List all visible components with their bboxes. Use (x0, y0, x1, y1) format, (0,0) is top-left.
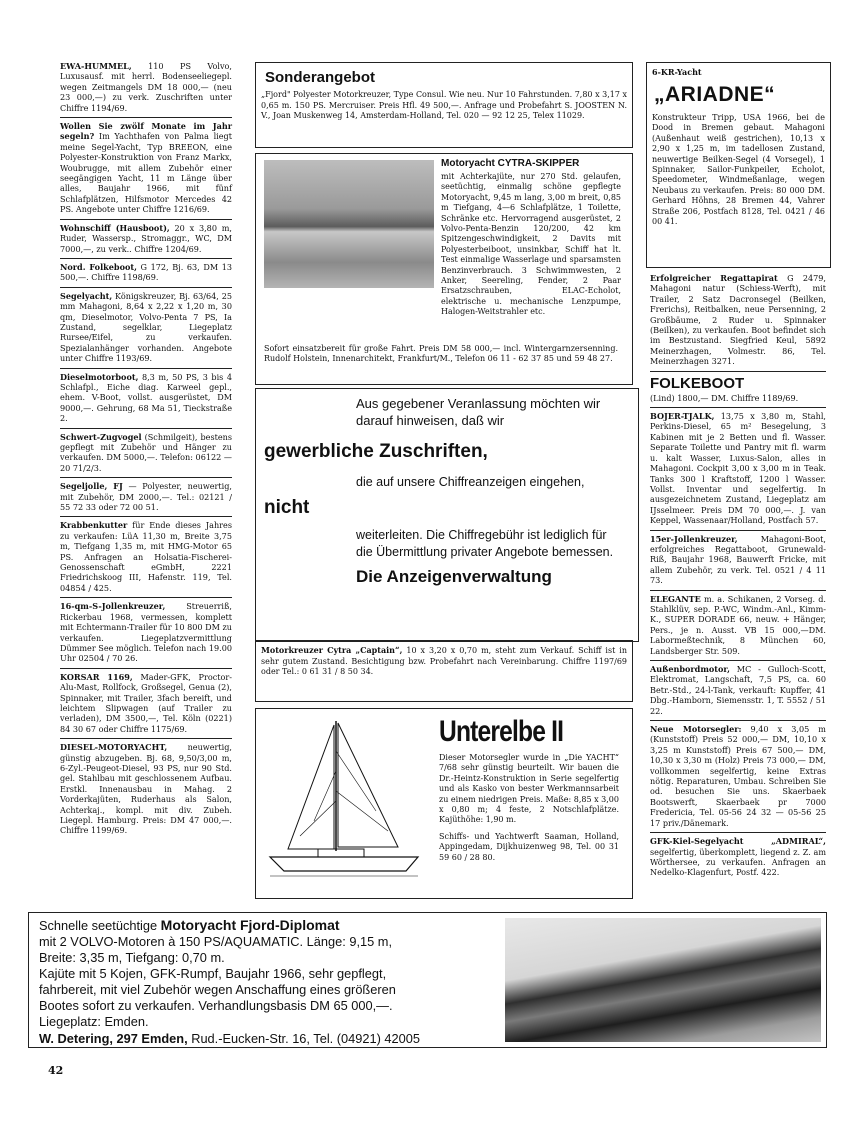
ad-headline: Außenbordmotor, (650, 664, 730, 674)
sonderangebot-box (255, 62, 633, 148)
ad-headline: Segeljolle, FJ (60, 481, 123, 492)
cytra-text: mit Achterkajüte, nur 270 Std. gelaufen, seetüchtig, einmalig schöne gepflegte Motoryacht, 9,45 m lang, 3,00 m breit, 0,85 m Tiefgang, 4—6 Schlafplätze, 1 Toilette, Schränke etc. Hervorragend ausgerüstet, 2 Volvo-Penta-Benzin 120/200, 42 km Spitzengeschwindigkeit, 2 Davits mit Polyesterbeiboot, unsinkbar, Schiff hat lt. Test einmalige Wasserlage und sparsamsten Benzinverbrauch. 3 Schwimmwesten, 2 Anker, Seereling, Fender, 2 Paar Ersatzschrauben, ELAC-Echolot, elektrische u. mechanische Lenzpumpe, Halogen-Weitstrahler etc. (441, 172, 621, 317)
cytra-box (255, 153, 633, 385)
classified-ad (650, 270, 826, 372)
captain-ad (255, 640, 633, 702)
ad-headline: FOLKEBOOT (650, 374, 745, 392)
ad-headline: GFK-Kiel-Segelyacht „ADMIRAL“, (650, 836, 826, 847)
left-column (60, 58, 232, 840)
cytra-title: Motoryacht CYTRA-SKIPPER (441, 158, 580, 169)
ad-text: Königskreuzer, Bj. 63/64, 25 mm Mahagoni, 8,64 x 2,22 x 1,20 m, 30 qm, Dieselmotor, Volvo-Penta 7 PS, Ia Zustand, segelklar, Liegeplatz Rursee/Eifel, zu verkaufen. Spezialanhänger vorhanden. Angebote unter Chiffre 1193/69. (60, 290, 232, 364)
ad-text: Mahagoni-Boot, erfolgreiches Regattaboot, Grunewald-Riß, Baujahr 1968, Bauwerft Fricke, mit allem Zubehör, zu verk. Tel. 0521 / 4 11 73. (650, 533, 826, 586)
ad-text: 9,40 x 3,05 m (Kunststoff) Preis 52 000,— DM, 10,10 x 3,25 m Kunststoff) Preis 67 500,— DM, 10,30 x 3,30 m (Holz) Preis 73 000,— DM, vollkommen segelfertig, keine Extras nötig. Reparaturen, Umbau. Schreiben Sie od. besuchen Sie uns. Skaerbaek Bootswerft, Skaerbaek pr 7000 Fredericia, Tel. 05-56 24 32 — 05-56 25 17 priv./Dänemark. (650, 724, 826, 828)
fjord-contact-address: Rud.-Eucken-Str. 16, Tel. (04921) 42005 (187, 1031, 421, 1046)
ad-headline: Segelyacht, (60, 290, 113, 301)
right-column (650, 270, 826, 882)
ad-text: für Ende dieses Jahres zu verkaufen: LüA 11,30 m, Breite 3,75 m, Tiefgang 1,35 m, mit HMG-Motor 65 PS. Anfragen an Holsatia-Fischerei-Genossenschaft eGmbH, 2221 Friedrichskoog III, Hafenstr. 119, Tel. 04854 / 425. (60, 520, 232, 593)
captain-text: 10 x 3,20 x 0,70 m, steht zum Verkauf. Schiff ist in sehr gutem Zustand. Besichtigung bzw. Probefahrt nach Vereinbarung. Chiffre 1197/69 oder Tel.: 0 61 31 / 8 50 34. (261, 646, 627, 677)
sonderangebot-title: Sonderangebot (265, 69, 376, 86)
classified-ad (650, 591, 826, 661)
notice-line-1: Aus gegebener Veranlassung möchten wir darauf hinweisen, daß wir (356, 396, 601, 428)
page-number: 42 (48, 1064, 64, 1077)
classified-ad (60, 669, 232, 739)
ad-text: Im Yachthafen von Palma liegt meine Segel-Yacht, Typ BREEON, eine Polyester-Konstruktion von Franz Markx, Woubrugge, mit allem Zubehör einer seegängigen Yacht, 11 m Länge über alles, Baujahr 1966, mit fünf Schlafplätzen, Hilfsmotor Mercedes 42 PS. Angebote unter Chiffre 1216/69. (60, 131, 232, 215)
ad-headline: ELEGANTE (650, 593, 701, 604)
ad-headline: Krabbenkutter (60, 520, 128, 531)
ad-text: 8,3 m, 50 PS, 3 bis 4 Schlafpl., Eiche diag. Karweel gepl., ehem. V-Boot, vollst. ausgerüstet, DM 9000,—. Gehrung, 68 Ma 51, Tieckstraße 2. (60, 371, 232, 424)
ad-headline: EWA-HUMMEL, (60, 61, 132, 71)
fjord-contact-name: W. Detering, 297 Emden, (39, 1031, 188, 1046)
notice-line-2: gewerbliche Zuschriften, (264, 441, 488, 462)
classified-ad (60, 369, 232, 429)
ad-text: MC - Gulloch-Scott, Elektromat, Langschaft, 7,5 PS, ca. 60 Betr.-Std., 24-l-Tank, verkauft: Kupffer, 41 Dbg.-Hamborn, Siemensstr. 1, T. 5552 / 51 22. (650, 664, 826, 716)
classified-ad (60, 288, 232, 369)
fjord-line-3: Breite: 3,35 m, Tiefgang: 0,70 m. (39, 950, 225, 965)
ad-headline: 15er-Jollenkreuzer, (650, 533, 738, 544)
fjord-line-8 (39, 1031, 509, 1047)
ad-text: — Polyester, neuwertig, mit Zubehör, DM 2000,—. Tel.: 02121 / 55 72 33 oder 72 00 51. (60, 481, 232, 513)
ad-text: (Lind) 1800,— DM. Chiffre 1189/69. (650, 392, 799, 403)
motoryacht-photo (264, 160, 434, 288)
classified-ad (60, 429, 232, 479)
classified-ad (60, 220, 232, 259)
ad-headline: Erfolgreicher Regattapirat (650, 273, 778, 283)
classified-ad (650, 721, 826, 833)
ad-text: neuwertig, günstig abzugeben. Bj. 68, 9,50/3,00 m, 6-Zyl.-Peugeot-Diesel, 93 PS, nur 90 Std. gel. Stahlbau mit geschlossenem Aufbau. Erstkl. Innenausbau in Mahag. 2 Vorderkajüten, Ruderhaus als Salon, Achterkaj., kompl. mit div. Zubeh. Liegepl. Hamburg. Preis: DM 47 000,—. Chiffre 1199/69. (60, 742, 232, 836)
fjord-line-2: mit 2 VOLVO-Motoren à 150 PS/AQUAMATIC. Länge: 9,15 m, (39, 934, 393, 949)
unterelbe-text: Dieser Motorsegler wurde in „Die YACHT“ 7/68 sehr günstig beurteilt. Wir bauen die Dr.-Heintz-Konstruktion in Serie segelfertig und als Kasko von bester Werkmannsarbeit zu einem niedrigen Preis. Maße: 8,85 x 3,00 x 0,80 m; 4 feste, 2 Notschlafplätze. Kajüthöhe: 1,90 m. (439, 753, 619, 825)
sailboat-drawing (258, 711, 428, 886)
fjord-line-6: Bootes sofort zu verkaufen. Verhandlungsbasis DM 65 000,—. (39, 998, 393, 1013)
ad-headline: Wohnschiff (Hausboot), (60, 222, 170, 233)
ad-text: Streuerriß, Rickerbau 1968, vermessen, komplett mit Echtermann-Trailer für 10 800 DM zu verkaufen. Liegeplatzvermittlung Dümmer See möglich. Telefon nach 19.00 Uhr 02504 / 70 26. (60, 601, 232, 664)
ad-text: 13,75 x 3,80 m, Stahl, Perkins-Diesel, 65 m² Besegelung, 3 Kabinen mit je 2 Betten und fl. Wasser. Separate Toilette und Pantry mit fl. warm u. kalt Wasser, Luxus-Salon, alles in Mahagoni. Cockpit 3,00 x 3,00 m in Teak. Tanks 300 l Kraftstoff, 1200 l Wasser. Vollst. Inventar und segelfertig. In ausgezeichnetem Zustand, Liegeplatz am IJsselmeer. Preis DM 70 000,—. J. van Keppel, Wassenaar/Holland, Postfach 57. (650, 411, 826, 526)
ad-headline: KORSAR 1169, (60, 671, 133, 682)
notice-line-6: Die Anzeigenverwaltung (356, 567, 552, 586)
notice-line-4: nicht (264, 497, 310, 518)
classified-ad (650, 661, 826, 721)
ad-headline: Wollen Sie zwölf Monate im Jahr segeln? (60, 121, 232, 142)
ariadne-text: Konstrukteur Tripp, USA 1966, bei de Dood in Bremen gebaut. Mahagoni (Außenhaut weiß gestrichen), 10,13 x 2,90 x 1,25 m, im tadellosen Zustand, neuwertige Beilken-Segel (4 Vorsegel), 1 Spinnaker, Sailor-Funkpeiler, Echolot, Speedometer, Windmeßanlage, wegen Neubaus zu verkaufen. Preis: 80 000 DM. Gerhard Höhns, 28 Bremen 44, Vahrer Straße 206, Postfach 8128, Tel. 0421 / 46 00 41. (652, 113, 825, 227)
ad-text: Mader-GFK, Proctor-Alu-Mast, Rollfock, Großsegel, Genua (2), Spinnaker, mit Trailer, 3fach bereift, und leichtem Slipwagen (auf Trailer zu verladen), DM 3500,—, Tel. Köln (0221) 84 30 67 oder Chiffre 1175/69. (60, 671, 232, 734)
classified-ad (650, 531, 826, 591)
ad-headline: Neue Motorsegler: (650, 724, 742, 735)
ad-text: 110 PS Volvo, Luxusausf. mit herrl. Bodenseeliegepl. wegen Zeitmangels DM 18 000,— (neu 23 000,—) zu verk. Zuschriften unter Chiffre 1194/69. (60, 61, 232, 113)
ad-text: (Schmilgeit), bestens gepflegt mit Zubehör und Hänger zu verkaufen. DM 5000,—. Telefon: 06122 — 20 71/2/3. (60, 431, 233, 473)
fjord-box (28, 912, 827, 1048)
cytra-footer: Sofort einsatzbereit für große Fahrt. Preis DM 58 000,— incl. Wintergarnzersenning. Rudolf Holstein, Innenarchitekt, Frankfurt/M., Telefon 06 11 - 62 37 85 und 59 48 27. (264, 344, 618, 364)
notice-line-5: weiterleiten. Die Chiffregebühr ist lediglich für die Übermittlung privater Angebote bemessen. (356, 528, 614, 559)
classified-ad (60, 478, 232, 517)
classified-ad (60, 259, 232, 288)
fjord-line-4: Kajüte mit 5 Kojen, GFK-Rumpf, Baujahr 1966, sehr gepflegt, (39, 966, 387, 981)
unterelbe-title: Unterelbe II (439, 715, 564, 748)
fjord-yacht-photo (505, 918, 821, 1042)
ad-text: 20 x 3,80 m, Ruder, Wassersp., Stromaggr., WC, DM 7000,—, zu verk.. Chiffre 1204/69. (60, 222, 232, 254)
ad-text: segelfertig, überkomplett, liegend z. Z. am Wörthersee, zu verkaufen. Anfragen an Nedelko-Klagenfurt, Postf. 422. (650, 846, 826, 878)
unterelbe-box (255, 708, 633, 899)
classified-ad (60, 58, 232, 118)
fjord-line-5: fahrbereit, mit viel Zubehör wegen Anschaffung eines größeren (39, 982, 396, 997)
ariadne-box (646, 62, 831, 268)
ad-text: G 2479, Mahagoni natur (Schiess-Werft), mit Trailer, 2 Satz Dacronsegel (Beilken, Frerichs), Reitbalken, neue Persenning, 2 Großbäume, 2 Ruder u. Spinnaker (Beilken), zu verkaufen. Boot befindet sich im Bestzustand. Siegfried Keul, 5892 Meinerzhagen, Volmestr. 86, Tel. Meinerzhagen 3271. (650, 273, 827, 367)
classified-ad (60, 739, 232, 840)
classified-ad (60, 118, 232, 220)
ad-headline: DIESEL-MOTORYACHT, (60, 742, 168, 753)
sonderangebot-text: „Fjord" Polyester Motorkreuzer, Type Consul. Wie neu. Nur 10 Fahrstunden. 7,80 x 3,17 x 0,65 m. 150 PS. Mercruiser. Preis Hfl. 49 500,—. Anfrage und Probefahrt S. JOOSTEN N. V., Joan Muskenweg 14, Amsterdam-Holland, Tel. 020 — 92 12 25, Telex 11029. (261, 90, 627, 120)
classified-ad (650, 408, 826, 530)
ad-headline: Dieselmotorboot, (60, 371, 139, 382)
fjord-line-7: Liegeplatz: Emden. (39, 1014, 149, 1029)
fjord-intro: Schnelle seetüchtige (39, 918, 161, 933)
classified-ad (60, 598, 232, 668)
ad-text: m. a. Schikanen, 2 Vorseg. d. Stahlklüv, sep. P.-WC, Windm.-Anl., Kimm-K., SUPER DORADE 66, neuw. + Hänger, Pers., je n. Ausst. VB 15 000,—DM. Labormeßtechnik, 8 München 60, Landsberger Str. 509. (650, 593, 826, 656)
notice-line-3: die auf unsere Chiffreanzeigen eingehen, (356, 475, 585, 489)
classified-ad (650, 372, 826, 408)
ariadne-tag: 6-KR-Yacht (652, 67, 702, 77)
unterelbe-footer: Schiffs- und Yachtwerft Saaman, Holland, Appingedam, Dijkhuizenweg 98, Tel. 00 31 59 60 / 28 80. (439, 831, 619, 862)
ariadne-title: „ARIADNE“ (654, 83, 776, 106)
classified-ad (60, 517, 232, 598)
fjord-title: Motoryacht Fjord-Diplomat (160, 917, 340, 933)
ad-headline: Nord. Folkeboot, (60, 261, 137, 272)
ad-headline: 16-qm-S-Jollenkreuzer, (60, 601, 166, 612)
notice-box (255, 388, 639, 642)
ad-headline: BOJER-TJALK, (650, 411, 715, 422)
captain-head: Motorkreuzer Cytra „Captain“, (261, 645, 403, 655)
classified-ad (650, 833, 826, 882)
fjord-line-1 (39, 917, 509, 934)
ad-text: G 172, Bj. 63, DM 13 500,—. Chiffre 1198/69. (60, 261, 233, 283)
ad-headline: Schwert-Zugvogel (60, 431, 142, 442)
